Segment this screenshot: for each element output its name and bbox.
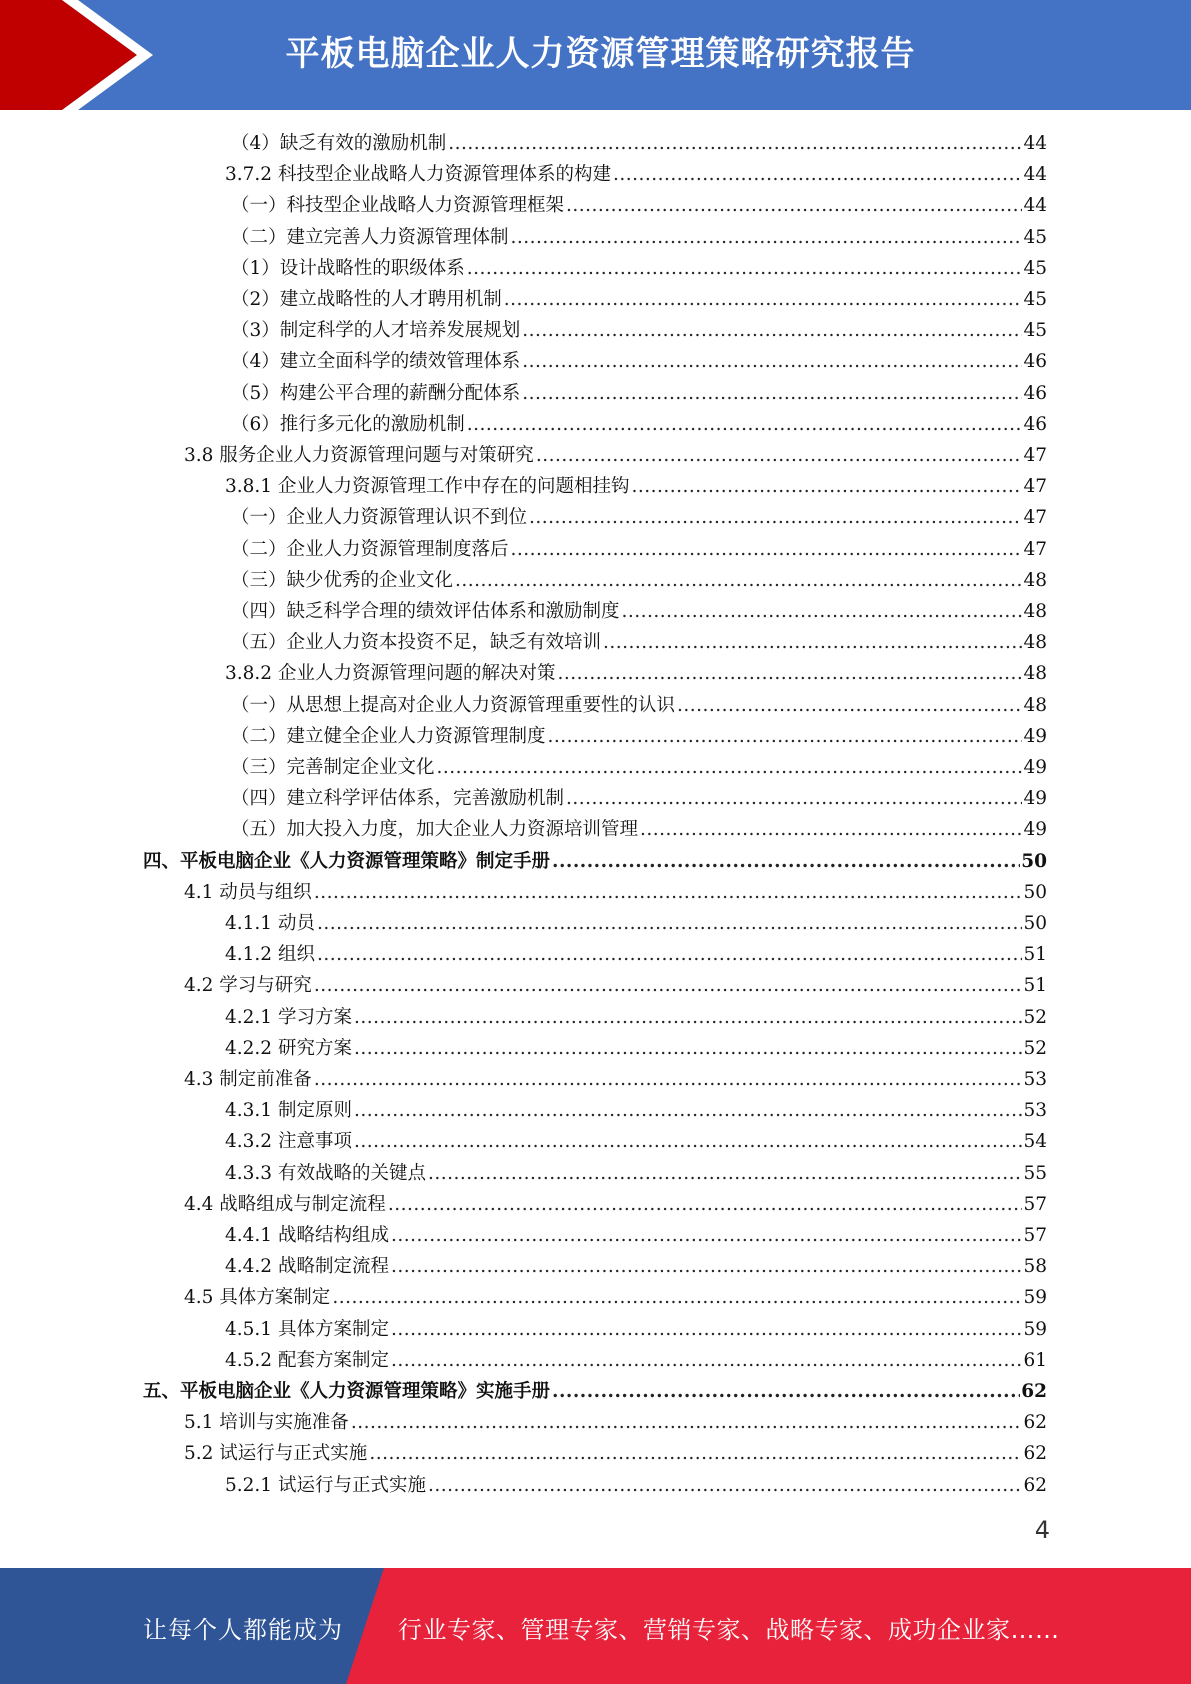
toc-entry-label: 3.7.2 科技型企业战略人力资源管理体系的构建 [225, 164, 611, 186]
toc-entry[interactable] [184, 1438, 1047, 1469]
toc-entry[interactable] [184, 1064, 1047, 1095]
toc-entry-page: 46 [1023, 382, 1047, 404]
toc-entry-page: 54 [1023, 1131, 1047, 1153]
toc-dot-leader [467, 409, 1023, 440]
toc-dot-leader [455, 565, 1022, 596]
toc-dot-leader [391, 1345, 1022, 1376]
toc-entry-label: （一）企业人力资源管理认识不到位 [231, 507, 528, 529]
toc-entry[interactable] [231, 752, 1047, 783]
toc-entry-page: 52 [1023, 1037, 1047, 1059]
toc-entry[interactable] [231, 409, 1047, 440]
toc-entry[interactable] [225, 471, 1047, 502]
toc-entry-page: 44 [1023, 133, 1047, 154]
footer-slogan-left: 让每个人都能成为 [143, 1616, 343, 1644]
toc-entry[interactable] [184, 1407, 1047, 1438]
toc-entry[interactable] [225, 1033, 1047, 1064]
toc-dot-leader [317, 939, 1023, 970]
toc-dot-leader [467, 253, 1023, 284]
toc-entry[interactable] [231, 190, 1047, 221]
toc-entry[interactable] [231, 534, 1047, 565]
toc-dot-leader [677, 690, 1022, 721]
toc-entry-label: （四）建立科学评估体系，完善激励机制 [231, 788, 565, 810]
toc-entry[interactable] [143, 846, 1047, 877]
toc-entry-page: 59 [1023, 1318, 1047, 1340]
toc-dot-leader [391, 1220, 1022, 1251]
toc-dot-leader [603, 627, 1022, 658]
toc-entry[interactable] [231, 315, 1047, 346]
toc-entry-page: 46 [1023, 413, 1047, 435]
toc-entry-label: 4.1.1 动员 [225, 913, 315, 934]
toc-entry-label: （四）缺乏科学合理的绩效评估体系和激励制度 [231, 601, 620, 622]
toc-entry[interactable] [225, 1220, 1047, 1251]
toc-entry[interactable] [184, 877, 1047, 908]
toc-entry[interactable] [231, 284, 1047, 315]
toc-entry-page: 46 [1023, 351, 1047, 373]
toc-entry[interactable] [184, 440, 1047, 471]
toc-entry-label: 4.3 制定前准备 [184, 1069, 312, 1090]
page-header [0, 0, 1191, 110]
toc-entry-label: （二）企业人力资源管理制度落后 [231, 538, 509, 560]
toc-entry-label: （一）科技型企业战略人力资源管理框架 [231, 195, 565, 217]
toc-entry[interactable] [143, 1376, 1047, 1407]
toc-entry-label: 4.3.1 制定原则 [225, 1100, 352, 1122]
toc-entry[interactable] [231, 346, 1047, 377]
toc-entry-page: 57 [1023, 1193, 1047, 1215]
toc-dot-leader [548, 721, 1023, 752]
toc-entry-label: 4.4.1 战略结构组成 [225, 1225, 389, 1246]
toc-entry[interactable] [231, 627, 1047, 658]
toc-entry-label: 4.3.2 注意事项 [225, 1131, 352, 1153]
toc-entry-page: 48 [1023, 632, 1047, 654]
toc-dot-leader [354, 1033, 1023, 1064]
toc-dot-leader [314, 877, 1023, 908]
toc-entry[interactable] [231, 222, 1047, 253]
toc-dot-leader [354, 1126, 1023, 1157]
toc-entry-page: 48 [1023, 601, 1047, 622]
toc-dot-leader [566, 190, 1022, 221]
toc-entry-label: （一）从思想上提高对企业人力资源管理重要性的认识 [231, 694, 676, 716]
toc-entry-page: 62 [1023, 1474, 1047, 1496]
toc-dot-leader [536, 440, 1023, 471]
toc-entry-label: 4.2.1 学习方案 [225, 1006, 352, 1028]
toc-entry[interactable] [231, 596, 1047, 627]
header-title: 平板电脑企业人力资源管理策略研究报告 [285, 34, 916, 74]
toc-entry-page: 62 [1023, 1412, 1047, 1434]
toc-entry-label: （4）缺乏有效的激励机制 [231, 133, 447, 154]
toc-entry[interactable] [231, 253, 1047, 284]
toc-entry-label: （五）企业人力资本投资不足，缺乏有效培训 [231, 632, 602, 654]
toc-entry-label: 四、平板电脑企业《人力资源管理策略》制定手册 [143, 850, 551, 872]
toc-entry-label: 5.1 培训与实施准备 [184, 1412, 349, 1434]
toc-entry-page: 47 [1023, 445, 1047, 466]
toc-dot-leader [552, 1376, 1020, 1407]
toc-entry-page: 49 [1023, 819, 1047, 841]
toc-dot-leader [631, 471, 1022, 502]
toc-entry-label: （二）建立完善人力资源管理体制 [231, 226, 509, 248]
toc-entry-label: 4.5.2 配套方案制定 [225, 1349, 389, 1371]
toc-dot-leader [437, 752, 1023, 783]
toc-entry-label: 五、平板电脑企业《人力资源管理策略》实施手册 [143, 1381, 551, 1402]
toc-entry-label: （6）推行多元化的激励机制 [231, 413, 465, 435]
toc-dot-leader [529, 502, 1022, 533]
toc-entry-label: （5）构建公平合理的薪酬分配体系 [231, 382, 521, 404]
toc-entry-label: （五）加大投入力度，加大企业人力资源培训管理 [231, 819, 639, 841]
toc-entry-label: （4）建立全面科学的绩效管理体系 [231, 351, 521, 373]
toc-entry[interactable] [231, 565, 1047, 596]
toc-dot-leader [354, 1002, 1023, 1033]
toc-entry[interactable] [225, 1314, 1047, 1345]
toc-entry-label: 4.2.2 研究方案 [225, 1037, 352, 1059]
toc-entry[interactable] [231, 378, 1047, 409]
toc-entry-page: 53 [1023, 1100, 1047, 1122]
toc-entry-page: 49 [1023, 757, 1047, 778]
toc-dot-leader [522, 378, 1022, 409]
toc-entry-page: 48 [1023, 569, 1047, 591]
page-footer [0, 1568, 1191, 1684]
toc-entry[interactable] [231, 690, 1047, 721]
toc-entry-page: 48 [1023, 694, 1047, 716]
toc-entry-label: 4.1 动员与组织 [184, 881, 312, 903]
toc-entry-page: 48 [1023, 663, 1047, 685]
toc-entry[interactable] [225, 658, 1047, 689]
toc-entry-page: 50 [1023, 913, 1047, 934]
toc-entry-page: 61 [1023, 1349, 1047, 1371]
toc-entry-page: 44 [1023, 195, 1047, 217]
toc-entry[interactable] [225, 939, 1047, 970]
toc-entry-page: 50 [1023, 881, 1047, 903]
toc-entry[interactable] [225, 1251, 1047, 1282]
toc-dot-leader [552, 846, 1020, 877]
toc-entry-page: 58 [1023, 1256, 1047, 1278]
toc-entry-label: 4.4.2 战略制定流程 [225, 1256, 389, 1278]
toc-entry-label: 3.8.1 企业人力资源管理工作中存在的问题相挂钩 [225, 476, 630, 498]
toc-dot-leader [448, 128, 1022, 159]
toc-entry-label: 4.5.1 具体方案制定 [225, 1318, 389, 1340]
toc-dot-leader [511, 534, 1023, 565]
toc-dot-leader [354, 1095, 1023, 1126]
toc-entry-label: 4.4 战略组成与制定流程 [184, 1193, 386, 1215]
toc-entry[interactable] [225, 1126, 1047, 1157]
toc-entry-page: 59 [1023, 1287, 1047, 1309]
toc-entry-page: 52 [1023, 1006, 1047, 1028]
toc-entry-label: （二）建立健全企业人力资源管理制度 [231, 725, 546, 747]
toc-dot-leader [522, 315, 1022, 346]
toc-entry-page: 55 [1023, 1162, 1047, 1184]
toc-entry-label: 3.8 服务企业人力资源管理问题与对策研究 [184, 445, 534, 466]
toc-entry[interactable] [225, 1095, 1047, 1126]
toc-entry-page: 57 [1023, 1225, 1047, 1246]
toc-dot-leader [351, 1407, 1023, 1438]
toc-dot-leader [314, 970, 1023, 1001]
toc-entry-label: 4.5 具体方案制定 [184, 1287, 331, 1309]
toc-dot-leader [332, 1282, 1022, 1313]
toc-entry-page: 62 [1021, 1381, 1047, 1402]
toc-entry-page: 62 [1023, 1443, 1047, 1465]
toc-entry-page: 45 [1023, 320, 1047, 342]
toc-dot-leader [388, 1189, 1023, 1220]
toc-entry-page: 47 [1023, 476, 1047, 498]
toc-entry-label: 4.2 学习与研究 [184, 975, 312, 997]
toc-entry-page: 45 [1023, 289, 1047, 310]
toc-entry[interactable] [231, 721, 1047, 752]
toc-entry[interactable] [225, 908, 1047, 939]
toc-entry-page: 49 [1023, 788, 1047, 810]
toc-dot-leader [640, 814, 1022, 845]
toc-dot-leader [613, 159, 1022, 190]
toc-dot-leader [504, 284, 1023, 315]
footer-slogan-right: 行业专家、管理专家、营销专家、战略专家、成功企业家…… [398, 1616, 1060, 1644]
toc-entry[interactable] [231, 502, 1047, 533]
toc-dot-leader [391, 1314, 1022, 1345]
toc-dot-leader [622, 596, 1023, 627]
toc-entry-label: 4.3.3 有效战略的关键点 [225, 1162, 426, 1184]
toc-dot-leader [522, 346, 1022, 377]
toc-entry-label: （三）缺少优秀的企业文化 [231, 569, 454, 591]
toc-entry[interactable] [225, 159, 1047, 190]
toc-entry-label: （2）建立战略性的人才聘用机制 [231, 289, 502, 310]
toc-dot-leader [391, 1251, 1022, 1282]
toc-entry[interactable] [184, 1189, 1047, 1220]
toc-dot-leader [566, 783, 1022, 814]
toc-dot-leader [314, 1064, 1023, 1095]
toc-dot-leader [369, 1438, 1022, 1469]
toc-entry[interactable] [231, 814, 1047, 845]
page-number: 4 [1034, 1516, 1050, 1544]
toc-dot-leader [428, 1158, 1022, 1189]
toc-entry[interactable] [225, 1470, 1047, 1501]
toc-entry[interactable] [231, 783, 1047, 814]
toc-dot-leader [428, 1470, 1022, 1501]
toc-dot-leader [317, 908, 1023, 939]
toc-entry[interactable] [225, 1345, 1047, 1376]
toc-entry[interactable] [225, 1002, 1047, 1033]
toc-entry-page: 49 [1023, 725, 1047, 747]
toc-entry-page: 50 [1021, 850, 1047, 872]
toc-entry-label: 5.2.1 试运行与正式实施 [225, 1474, 426, 1496]
toc-entry[interactable] [184, 970, 1047, 1001]
toc-entry[interactable] [184, 1282, 1047, 1313]
toc-entry[interactable] [231, 128, 1047, 159]
toc-entry-page: 44 [1023, 164, 1047, 186]
toc-entry[interactable] [225, 1158, 1047, 1189]
toc-entry-label: （三）完善制定企业文化 [231, 757, 435, 778]
toc-entry-label: 3.8.2 企业人力资源管理问题的解决对策 [225, 663, 556, 685]
toc-dot-leader [557, 658, 1022, 689]
toc-entry-label: 5.2 试运行与正式实施 [184, 1443, 368, 1465]
toc-entry-page: 45 [1023, 226, 1047, 248]
toc-entry-page: 51 [1023, 944, 1047, 966]
toc-entry-page: 47 [1023, 538, 1047, 560]
toc-dot-leader [511, 222, 1023, 253]
toc-entry-page: 47 [1023, 507, 1047, 529]
toc-entry-label: （1）设计战略性的职级体系 [231, 257, 465, 279]
toc-entry-label: 4.1.2 组织 [225, 944, 315, 966]
toc-entry-page: 45 [1023, 257, 1047, 279]
toc-entry-label: （3）制定科学的人才培养发展规划 [231, 320, 521, 342]
toc-entry-page: 53 [1023, 1069, 1047, 1090]
toc-entry-page: 51 [1023, 975, 1047, 997]
